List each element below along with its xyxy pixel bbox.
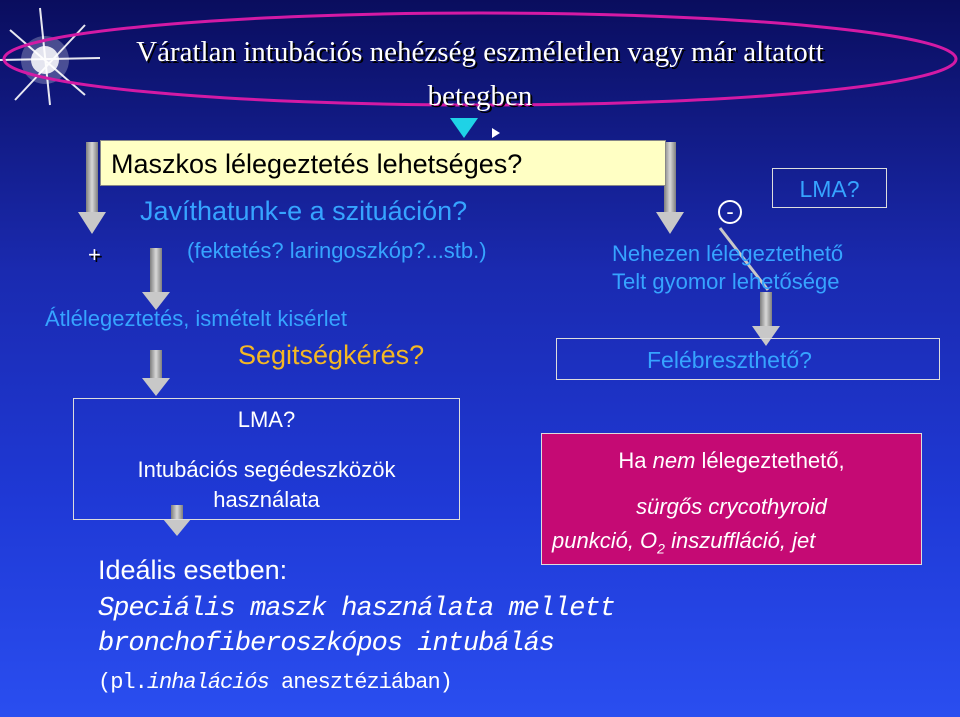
emergency-box bbox=[541, 433, 922, 565]
improve-situation-text: Javíthatunk-e a szituáción? bbox=[140, 196, 468, 226]
special-mask-text: Speciális maszk használata mellett bbox=[98, 594, 615, 624]
difficult-ventilation-text bbox=[612, 240, 843, 296]
reventilation-text: Átlélegeztetés, ismételt kisérlet bbox=[45, 306, 348, 331]
arrow-fektetes-icon bbox=[142, 248, 170, 310]
positioning-text: (fektetés? laringoszkóp?...stb.) bbox=[187, 238, 487, 263]
lma-box-left bbox=[73, 398, 460, 520]
pl-b: inhalációs bbox=[146, 670, 269, 695]
small-pointer-icon bbox=[492, 128, 500, 138]
emergency-line-1 bbox=[542, 448, 921, 474]
lma-box-line-2: használata bbox=[213, 487, 320, 512]
lma-box-right: LMA? bbox=[772, 168, 887, 208]
plus-sign: + bbox=[88, 242, 101, 267]
emergency-line-2: sürgős crycothyroid bbox=[636, 494, 827, 519]
nehez-line-1: Nehezen lélegeztethető bbox=[612, 241, 844, 266]
arrow-segitseg-to-lma-icon bbox=[142, 350, 170, 396]
emergency-sub: 2 bbox=[657, 540, 665, 557]
ideal-case-text: Ideális esetben: bbox=[98, 555, 288, 585]
minus-sign: - bbox=[718, 200, 742, 224]
lma-box-title: LMA? bbox=[237, 407, 296, 432]
emergency-line-3 bbox=[552, 528, 921, 556]
pl-c: anesztéziában) bbox=[268, 670, 452, 695]
pl-a: (pl. bbox=[98, 670, 147, 695]
lma-box-line-1: Intubációs segédeszközök bbox=[137, 457, 396, 482]
title-line-2: betegben bbox=[427, 80, 533, 112]
call-for-help-text: Segitségkérés? bbox=[238, 340, 425, 370]
emergency-emph: nem bbox=[652, 448, 696, 473]
nehez-line-2: Telt gyomor lehetősége bbox=[612, 269, 840, 294]
lma-box-text bbox=[74, 455, 459, 515]
emergency-line-3b: inszuffláció, jet bbox=[664, 528, 816, 553]
emergency-prefix: Ha bbox=[618, 448, 653, 473]
emergency-suffix: lélegeztethető, bbox=[695, 448, 845, 473]
wake-up-box: Felébreszthető? bbox=[556, 338, 940, 380]
emergency-line-3a: punkció, O bbox=[552, 528, 658, 553]
mask-ventilation-question: Maszkos lélegeztetés lehetséges? bbox=[100, 140, 666, 186]
inhalation-note bbox=[98, 670, 452, 695]
bronchofiberoscopic-text: bronchofiberoszkópos intubálás bbox=[98, 629, 555, 659]
title-down-arrow-icon bbox=[450, 118, 478, 138]
title-line-1: Váratlan intubációs nehézség eszméletlen vagy már altatott bbox=[136, 36, 824, 68]
